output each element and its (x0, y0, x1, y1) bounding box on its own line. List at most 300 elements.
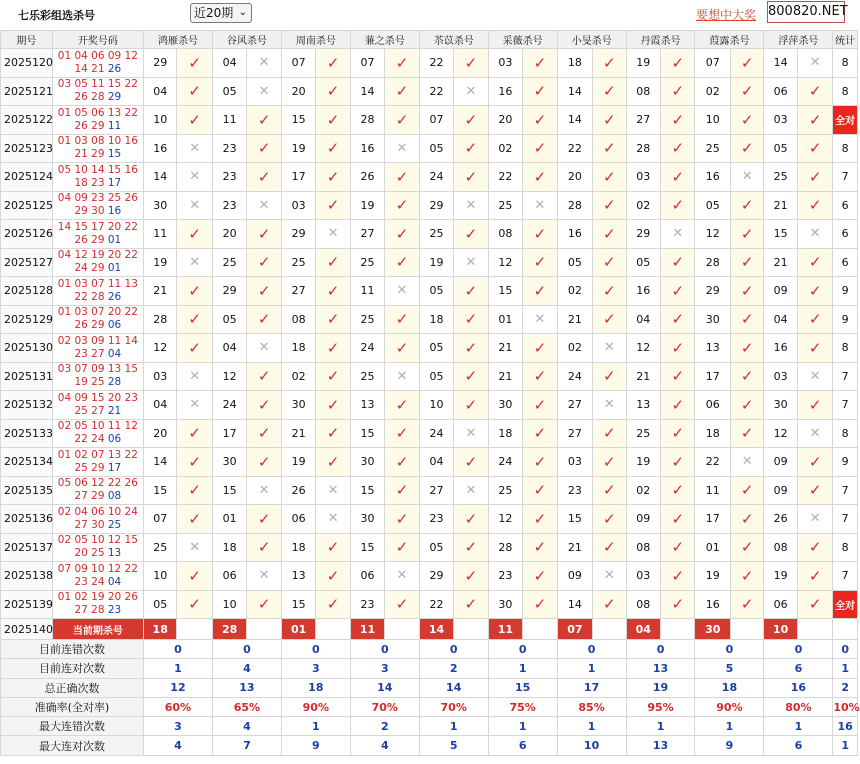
draw-numbers-cell (52, 191, 143, 220)
check-icon: ✓ (593, 163, 626, 192)
cross-icon: ✕ (316, 476, 350, 505)
period-cell: 2025124 (1, 163, 53, 192)
kill-number-cell: 15 (488, 277, 522, 306)
kill-number-cell: 14 (350, 77, 384, 106)
cross-icon: ✕ (177, 191, 212, 220)
col-expert[interactable]: 浮萍杀号 (764, 31, 833, 49)
draw-numbers-cell (52, 49, 143, 78)
check-icon: ✓ (661, 590, 695, 619)
cross-icon: ✕ (797, 220, 832, 249)
kill-number-cell: 11 (695, 476, 730, 505)
check-icon: ✓ (730, 362, 763, 391)
kill-number-cell: 29 (626, 220, 660, 249)
draw-number-special: 28 (107, 376, 122, 389)
kill-number-cell: 28 (557, 191, 592, 220)
kill-number-cell: 04 (419, 448, 453, 477)
draw-numbers-cell (52, 448, 143, 477)
kill-number-cell: 17 (281, 163, 315, 192)
check-icon: ✓ (177, 305, 212, 334)
kill-number-cell: 25 (419, 220, 453, 249)
kill-number-cell: 28 (695, 248, 730, 277)
draw-numbers-main: 25 29 (74, 461, 105, 474)
promo-link[interactable]: 要想中大奖 (696, 8, 757, 22)
check-icon: ✓ (593, 134, 626, 163)
correct-count-cell: 8 (833, 134, 858, 163)
period-cell: 2025127 (1, 248, 53, 277)
cross-icon: ✕ (730, 448, 763, 477)
draw-numbers-main: 01 04 06 09 12 (57, 49, 138, 62)
kill-number-cell: 25 (626, 419, 660, 448)
kill-number-cell: 27 (281, 277, 315, 306)
table-row (1, 562, 858, 591)
draw-numbers-main: 29 30 (74, 205, 105, 218)
chevron-down-icon: ⌄ (238, 7, 247, 18)
kill-number-cell: 08 (488, 220, 522, 249)
cross-icon: ✕ (247, 191, 281, 220)
stats-value: 6 (764, 736, 833, 755)
check-icon: ✓ (454, 305, 488, 334)
check-icon: ✓ (385, 448, 419, 477)
kill-number-cell: 22 (419, 590, 453, 619)
correct-count-cell: 8 (833, 77, 858, 106)
period-cell: 2025126 (1, 220, 53, 249)
table-row (1, 476, 858, 505)
correct-count-cell: 9 (833, 448, 858, 477)
draw-number-special: 21 (107, 404, 122, 417)
correct-count-cell: 6 (833, 220, 858, 249)
check-icon: ✓ (797, 562, 832, 591)
draw-numbers-cell (52, 505, 143, 534)
kill-number-cell: 27 (419, 476, 453, 505)
kill-number-cell: 30 (488, 590, 522, 619)
check-icon: ✓ (385, 220, 419, 249)
kill-number-cell: 11 (350, 277, 384, 306)
check-icon: ✓ (661, 248, 695, 277)
stats-value: 2 (419, 659, 488, 678)
draw-numbers-main: 14 15 17 20 22 (57, 220, 138, 233)
kill-number-cell: 09 (626, 505, 660, 534)
check-icon: ✓ (177, 562, 212, 591)
table-row (1, 277, 858, 306)
cross-icon: ✕ (316, 505, 350, 534)
kill-number-cell: 24 (419, 163, 453, 192)
kill-number-cell: 06 (281, 505, 315, 534)
kill-number-cell: 25 (281, 248, 315, 277)
draw-numbers-main: 02 05 10 12 15 (57, 534, 138, 547)
check-icon: ✓ (316, 419, 350, 448)
check-icon: ✓ (385, 191, 419, 220)
col-expert[interactable]: 鸿雁杀号 (143, 31, 212, 49)
kill-number-cell: 05 (212, 77, 246, 106)
draw-numbers-cell (52, 562, 143, 591)
stats-value: 7 (212, 736, 281, 755)
kill-number-cell: 18 (281, 334, 315, 363)
kill-number-cell: 08 (626, 533, 660, 562)
check-icon: ✓ (385, 590, 419, 619)
kill-number-cell: 05 (143, 590, 176, 619)
period-cell: 2025125 (1, 191, 53, 220)
kill-number-cell: 10 (143, 106, 176, 135)
kill-number-cell: 08 (626, 77, 660, 106)
kill-number-cell: 21 (764, 248, 797, 277)
stats-value: 0 (419, 640, 488, 659)
stats-value: 9 (281, 736, 350, 755)
stats-value: 1 (833, 659, 858, 678)
draw-number-special: 29 (107, 91, 122, 104)
draw-number-special: 08 (107, 490, 122, 503)
draw-numbers-main: 24 29 (74, 262, 105, 275)
period-cell: 2025131 (1, 362, 53, 391)
col-numbers: 开奖号码 (52, 31, 143, 49)
correct-count-cell: 7 (833, 562, 858, 591)
check-icon: ✓ (661, 163, 695, 192)
check-icon: ✓ (797, 476, 832, 505)
check-icon: ✓ (177, 77, 212, 106)
col-expert[interactable]: 丹霞杀号 (626, 31, 695, 49)
check-icon: ✓ (523, 476, 557, 505)
kill-number-cell: 05 (419, 533, 453, 562)
kill-number-cell: 22 (419, 77, 453, 106)
kill-number-cell: 12 (764, 419, 797, 448)
kill-number-cell: 07 (281, 49, 315, 78)
kill-number-cell: 08 (626, 590, 660, 619)
check-icon: ✓ (385, 248, 419, 277)
correct-count-cell: 7 (833, 362, 858, 391)
kill-number-cell: 15 (557, 505, 592, 534)
period-cell: 2025133 (1, 419, 53, 448)
kill-number-cell: 04 (212, 49, 246, 78)
stats-value: 13 (626, 736, 695, 755)
draw-number-special: 01 (107, 233, 122, 246)
kill-number-cell: 25 (764, 163, 797, 192)
stats-value: 1 (695, 717, 764, 736)
stats-value: 19 (626, 678, 695, 697)
kill-number-cell: 24 (212, 391, 246, 420)
period-cell: 2025136 (1, 505, 53, 534)
table-row (1, 191, 858, 220)
stats-value: 60% (143, 697, 212, 716)
stats-value: 0 (488, 640, 557, 659)
col-expert[interactable]: 周南杀号 (281, 31, 350, 49)
table-row (1, 334, 858, 363)
stats-label: 准确率(全对率) (1, 697, 144, 716)
stats-value: 0 (833, 640, 858, 659)
draw-numbers-main: 01 03 07 11 13 (57, 277, 138, 290)
check-icon: ✓ (523, 106, 557, 135)
check-icon: ✓ (385, 505, 419, 534)
kill-number-cell: 29 (695, 277, 730, 306)
check-icon: ✓ (177, 334, 212, 363)
check-icon: ✓ (730, 191, 763, 220)
period-cell: 2025129 (1, 305, 53, 334)
kill-number-cell: 15 (350, 476, 384, 505)
kill-number-cell: 16 (350, 134, 384, 163)
check-icon: ✓ (385, 419, 419, 448)
check-icon: ✓ (385, 533, 419, 562)
table-row (1, 590, 858, 619)
table-row (1, 134, 858, 163)
draw-numbers-main: 02 03 09 11 14 (57, 334, 138, 347)
kill-number-cell: 29 (419, 191, 453, 220)
check-icon: ✓ (523, 334, 557, 363)
check-icon: ✓ (177, 590, 212, 619)
kill-number-cell: 19 (419, 248, 453, 277)
draw-numbers-main: 20 25 (74, 547, 105, 560)
kill-number-cell: 30 (350, 505, 384, 534)
kill-number-cell: 05 (419, 362, 453, 391)
correct-count-cell: 9 (833, 277, 858, 306)
kill-number-cell: 11 (143, 220, 176, 249)
col-expert[interactable]: 蒹之杀号 (350, 31, 419, 49)
stats-value: 1 (557, 717, 626, 736)
correct-count-cell: 8 (833, 49, 858, 78)
check-icon: ✓ (661, 448, 695, 477)
current-empty-cell (247, 619, 281, 640)
kill-number-cell: 02 (626, 191, 660, 220)
check-icon: ✓ (661, 419, 695, 448)
table-row (1, 163, 858, 192)
kill-number-cell: 30 (212, 448, 246, 477)
stats-value: 14 (350, 678, 419, 697)
check-icon: ✓ (730, 334, 763, 363)
table-row (1, 106, 858, 135)
check-icon: ✓ (316, 533, 350, 562)
draw-numbers-main: 01 05 06 13 22 (57, 106, 138, 119)
stats-value: 13 (626, 659, 695, 678)
kill-number-cell: 04 (764, 305, 797, 334)
table-row (1, 77, 858, 106)
kill-number-cell: 02 (488, 134, 522, 163)
current-empty-cell (454, 619, 488, 640)
check-icon: ✓ (523, 49, 557, 78)
draw-number-special: 13 (107, 547, 122, 560)
kill-number-cell: 02 (557, 334, 592, 363)
stats-value: 6 (488, 736, 557, 755)
check-icon: ✓ (661, 533, 695, 562)
kill-number-cell: 02 (281, 362, 315, 391)
stats-row (1, 659, 858, 678)
check-icon: ✓ (454, 163, 488, 192)
kill-number-cell: 20 (212, 220, 246, 249)
kill-number-cell: 21 (626, 362, 660, 391)
draw-numbers-main: 27 29 (74, 490, 105, 503)
check-icon: ✓ (454, 134, 488, 163)
check-icon: ✓ (385, 163, 419, 192)
check-icon: ✓ (523, 505, 557, 534)
kill-number-cell: 29 (212, 277, 246, 306)
stats-value: 85% (557, 697, 626, 716)
check-icon: ✓ (454, 49, 488, 78)
table-row (1, 49, 858, 78)
col-expert[interactable]: 小旻杀号 (557, 31, 626, 49)
kill-number-cell: 27 (557, 419, 592, 448)
check-icon: ✓ (316, 277, 350, 306)
draw-number-special: 26 (107, 62, 122, 75)
draw-number-special: 04 (107, 347, 122, 360)
kill-number-cell: 22 (695, 448, 730, 477)
kill-number-cell: 21 (488, 334, 522, 363)
stats-value: 0 (281, 640, 350, 659)
check-icon: ✓ (385, 334, 419, 363)
period-select-value: 近20期 (194, 6, 234, 20)
check-icon: ✓ (797, 134, 832, 163)
kill-number-cell: 07 (143, 505, 176, 534)
current-kill-badge: 28 (212, 619, 246, 640)
current-empty-cell (797, 619, 832, 640)
kill-number-cell: 16 (695, 590, 730, 619)
kill-number-cell: 30 (143, 191, 176, 220)
check-icon: ✓ (247, 505, 281, 534)
kill-number-cell: 06 (212, 562, 246, 591)
table-row (1, 391, 858, 420)
period-select[interactable] (190, 3, 252, 23)
stats-value: 90% (695, 697, 764, 716)
kill-number-cell: 23 (557, 476, 592, 505)
stats-row (1, 640, 858, 659)
kill-number-cell: 13 (695, 334, 730, 363)
period-cell: 2025122 (1, 106, 53, 135)
stats-value: 1 (488, 659, 557, 678)
cross-icon: ✕ (385, 562, 419, 591)
kill-number-cell: 19 (626, 448, 660, 477)
stats-value: 90% (281, 697, 350, 716)
check-icon: ✓ (316, 448, 350, 477)
current-empty-cell (833, 619, 858, 640)
kill-number-cell: 14 (143, 163, 176, 192)
draw-numbers-cell (52, 305, 143, 334)
check-icon: ✓ (523, 448, 557, 477)
cross-icon: ✕ (177, 362, 212, 391)
kill-number-cell: 29 (143, 49, 176, 78)
check-icon: ✓ (797, 334, 832, 363)
kill-number-cell: 26 (764, 505, 797, 534)
current-kill-badge: 30 (695, 619, 730, 640)
kill-number-cell: 16 (695, 163, 730, 192)
check-icon: ✓ (593, 220, 626, 249)
kill-number-cell: 21 (557, 533, 592, 562)
kill-number-cell: 25 (350, 305, 384, 334)
stats-value: 0 (557, 640, 626, 659)
col-expert[interactable]: 谷风杀号 (212, 31, 281, 49)
stats-value: 0 (764, 640, 833, 659)
cross-icon: ✕ (177, 248, 212, 277)
kill-number-cell: 19 (281, 448, 315, 477)
stats-value: 95% (626, 697, 695, 716)
stats-value: 14 (419, 678, 488, 697)
table-row (1, 505, 858, 534)
kill-number-cell: 10 (695, 106, 730, 135)
stats-value: 18 (695, 678, 764, 697)
cross-icon: ✕ (797, 49, 832, 78)
stats-value: 1 (419, 717, 488, 736)
cross-icon: ✕ (593, 562, 626, 591)
stats-value: 18 (281, 678, 350, 697)
kill-number-cell: 19 (350, 191, 384, 220)
kill-number-cell: 20 (557, 163, 592, 192)
check-icon: ✓ (593, 419, 626, 448)
check-icon: ✓ (454, 533, 488, 562)
kill-number-cell: 28 (488, 533, 522, 562)
check-icon: ✓ (593, 362, 626, 391)
col-expert[interactable]: 采薇杀号 (488, 31, 557, 49)
stats-value: 4 (212, 659, 281, 678)
kill-number-cell: 04 (626, 305, 660, 334)
check-icon: ✓ (523, 362, 557, 391)
check-icon: ✓ (177, 49, 212, 78)
correct-count-cell: 8 (833, 533, 858, 562)
kill-number-cell: 14 (557, 590, 592, 619)
current-empty-cell (661, 619, 695, 640)
kill-number-cell: 18 (281, 533, 315, 562)
draw-numbers-cell (52, 362, 143, 391)
check-icon: ✓ (454, 362, 488, 391)
check-icon: ✓ (661, 362, 695, 391)
kill-number-cell: 07 (695, 49, 730, 78)
check-icon: ✓ (177, 106, 212, 135)
current-empty-cell (730, 619, 763, 640)
cross-icon: ✕ (454, 419, 488, 448)
kill-number-cell: 05 (557, 248, 592, 277)
check-icon: ✓ (797, 248, 832, 277)
check-icon: ✓ (177, 505, 212, 534)
kill-number-cell: 18 (419, 305, 453, 334)
cross-icon: ✕ (523, 305, 557, 334)
col-expert[interactable]: 葭露杀号 (695, 31, 764, 49)
kill-number-cell: 26 (281, 476, 315, 505)
kill-number-cell: 21 (557, 305, 592, 334)
draw-numbers-main: 05 06 12 22 26 (57, 477, 138, 490)
kill-number-cell: 01 (488, 305, 522, 334)
kill-number-cell: 02 (626, 476, 660, 505)
check-icon: ✓ (523, 248, 557, 277)
check-icon: ✓ (316, 391, 350, 420)
draw-numbers-main: 05 10 14 15 16 (57, 163, 138, 176)
cross-icon: ✕ (385, 134, 419, 163)
all-correct-badge: 全对 (833, 590, 858, 619)
stats-value: 6 (764, 659, 833, 678)
draw-number-special: 11 (107, 119, 122, 132)
stats-label: 目前连错次数 (1, 640, 144, 659)
kill-number-cell: 10 (143, 562, 176, 591)
correct-count-cell: 6 (833, 248, 858, 277)
check-icon: ✓ (730, 590, 763, 619)
draw-numbers-main: 21 29 (74, 148, 105, 161)
check-icon: ✓ (661, 562, 695, 591)
kill-number-cell: 06 (764, 590, 797, 619)
correct-count-cell: 8 (833, 334, 858, 363)
cross-icon: ✕ (385, 277, 419, 306)
kill-number-cell: 21 (488, 362, 522, 391)
correct-count-cell: 9 (833, 305, 858, 334)
stats-row (1, 697, 858, 716)
check-icon: ✓ (797, 277, 832, 306)
kill-number-cell: 24 (419, 419, 453, 448)
kill-number-cell: 15 (281, 590, 315, 619)
current-empty-cell (316, 619, 350, 640)
kill-number-cell: 05 (419, 334, 453, 363)
current-period-row (1, 619, 858, 640)
kill-number-cell: 06 (695, 391, 730, 420)
col-expert[interactable]: 苶苡杀号 (419, 31, 488, 49)
cross-icon: ✕ (454, 476, 488, 505)
check-icon: ✓ (730, 391, 763, 420)
cross-icon: ✕ (247, 476, 281, 505)
check-icon: ✓ (247, 163, 281, 192)
kill-number-cell: 20 (281, 77, 315, 106)
draw-numbers-main: 27 28 (74, 604, 105, 617)
current-kill-badge: 07 (557, 619, 592, 640)
current-empty-cell (177, 619, 212, 640)
